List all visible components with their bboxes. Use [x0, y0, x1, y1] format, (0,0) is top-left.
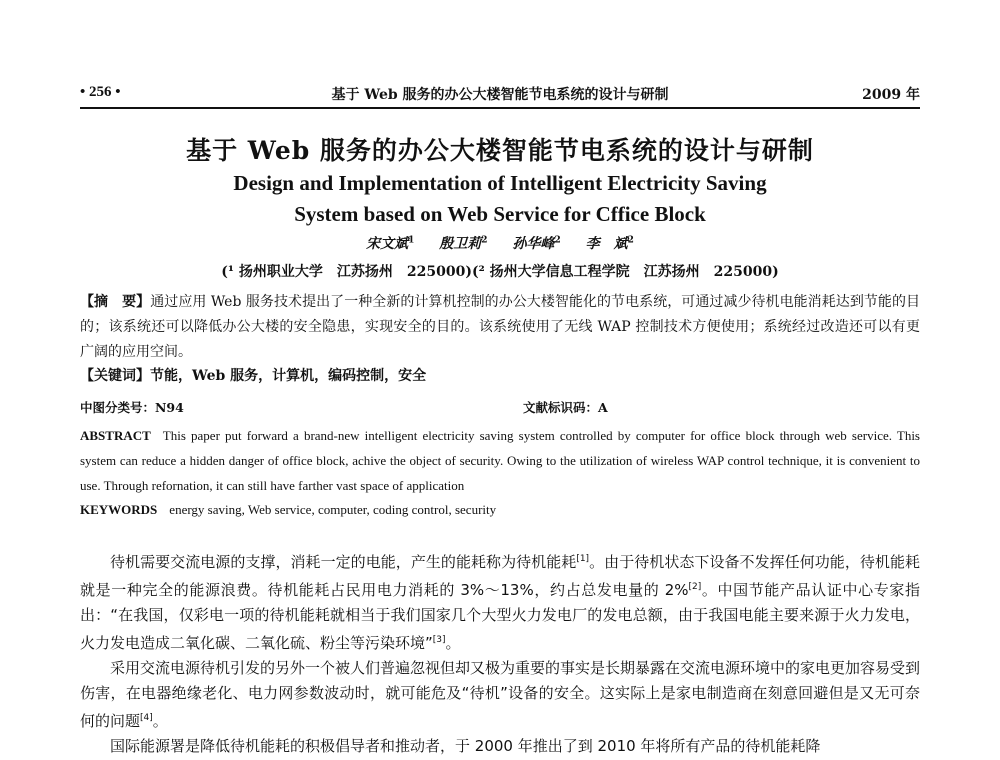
header-rule — [80, 107, 920, 109]
running-title: 基于 Web 服务的办公大楼智能节电系统的设计与研制 — [331, 87, 669, 103]
author: 宋文斌$^1$ — [366, 235, 415, 252]
paragraph: 国际能源署是降低待机能耗的积极倡导者和推动者，于 2000 年推出了到 2010 年将所有产品的待机能耗降 — [110, 737, 821, 755]
citation[interactable]: [1] — [576, 554, 590, 564]
citation[interactable]: [3] — [432, 635, 446, 645]
paragraph: 待机需要交流电源的支撑，消耗一定的电能，产生的能耗称为待机能耗[1]。由于待机状态下设备不发挥任何功能，待机能耗就是一种完全的能源浪费。待机能耗占民用电力消耗的 3%～13%，约占总发电量的 2%[2]。中国节能产品认证中心专家指出：“在我国，仅彩电一项的待机能耗就相当于我们国家几个大型火力发电厂的发电总额，由于我国电能主要来源于火力发电，火力发电造成二氧化碳、二氧化硫、粉尘等污染环境”[3]。 — [80, 553, 920, 652]
page-number: • 256 • — [80, 84, 121, 100]
title-chinese: 基于 Web 服务的办公大楼智能节电系统的设计与研制 — [186, 136, 814, 165]
keywords-en-text: energy saving, Web service, computer, coding control, security — [169, 502, 497, 517]
author: 殷卫莉$^2$ — [439, 235, 488, 252]
author: 孙华峰$^2$ — [512, 235, 561, 252]
body-text — [80, 547, 920, 759]
abstract-en-label: ABSTRACT — [80, 428, 151, 443]
abstract-label: 【摘 要】 — [80, 294, 151, 310]
abstract-chinese — [80, 290, 920, 365]
abstract-text: 通过应用 Web 服务技术提出了一种全新的计算机控制的办公大楼智能化的节电系统，可通过减少待机电能消耗达到节能的目的；该系统还可以降低办公大楼的安全隐患，实现安全的目的。该系统使用了无线 WAP 控制技术方便使用；系统经过改造还可以有更广阔的应用空间。 — [80, 294, 920, 360]
keywords-english — [80, 497, 920, 522]
author-list — [0, 233, 1000, 253]
citation[interactable]: [4] — [140, 713, 153, 723]
keywords-text: 节能，Web 服务，计算机，编码控制，安全 — [150, 368, 427, 384]
clc-number: 中图分类号：N94 — [80, 400, 184, 415]
issue-year: 2009 年 — [862, 87, 920, 103]
abstract-english — [80, 423, 920, 498]
affiliations: (¹ 扬州职业大学 江苏扬州 225000)(² 扬州大学信息工程学院 江苏扬州 225000) — [221, 264, 779, 280]
title-english-line1: Design and Implementation of Intelligent Electricity Saving — [233, 171, 767, 195]
keywords-chinese — [80, 364, 920, 389]
paragraph: 采用交流电源待机引发的另外一个被人们普遍忽视但却又极为重要的事实是长期暴露在交流电源环境中的家电更加容易受到伤害，在电器绝缘老化、电力网参数波动时，就可能危及“待机”设备的安全。这实际上是家电制造商在刻意回避但是又无可奈何的问题[4]。 — [80, 659, 921, 730]
running-header — [80, 84, 920, 106]
classification-line — [80, 398, 920, 416]
author: 李 斌$^2$ — [585, 235, 634, 252]
keywords-en-label: KEYWORDS — [80, 502, 158, 517]
citation[interactable]: [2] — [688, 582, 702, 592]
abstract-en-text: This paper put forward a brand-new intelligent electricity saving system controlled by computer for office block through web service. This system can reduce a hidden danger of office block, achive the object of security. Owing to the utilization of wireless WAP control technique, it is convenient to use. Through refornation, it can still have farther vast space of application — [80, 428, 920, 493]
title-english-line2: System based on Web Service for Cffice Block — [294, 202, 706, 226]
document-code: 文献标识码：A — [523, 400, 608, 415]
keywords-label: 【关键词】 — [80, 368, 150, 384]
